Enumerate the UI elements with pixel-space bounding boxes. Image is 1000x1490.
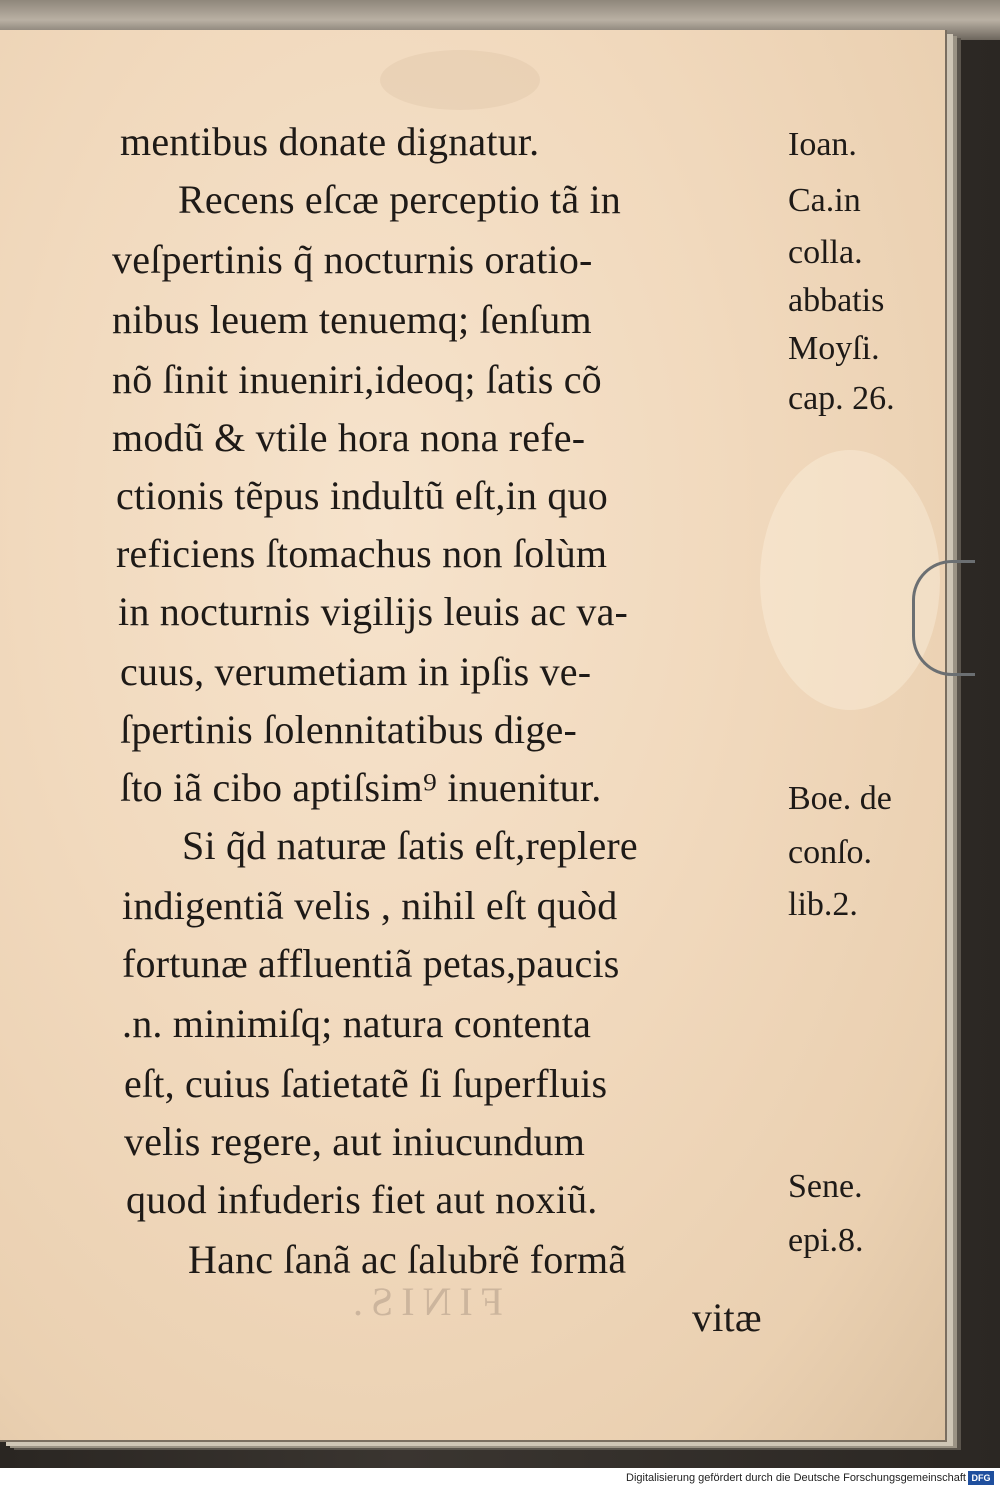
text-line: Hanc ſanã ac ſalubrẽ formã	[188, 1237, 627, 1282]
margin-note: Moyſi.	[788, 330, 880, 367]
page-stain	[760, 450, 940, 710]
text-line: cuus, verumetiam in ipſis ve-	[120, 649, 592, 694]
margin-note: cap. 26.	[788, 380, 895, 417]
margin-note: epi.8.	[788, 1222, 864, 1259]
show-through-text: FINIS.	[345, 1279, 504, 1324]
book-page	[0, 30, 947, 1442]
text-line: nõ ſinit inueniri,ideoq; ſatis cõ	[112, 357, 602, 402]
text-line: quod infuderis fiet aut noxiũ.	[126, 1177, 598, 1222]
text-line: ſto iã cibo aptiſsim⁹ inuenitur.	[120, 765, 602, 810]
margin-note: abbatis	[788, 282, 885, 319]
text-line: vitæ	[692, 1295, 762, 1340]
text-line: Recens eſcæ perceptio tã in	[178, 177, 621, 222]
text-line: .n. minimiſq; natura contenta	[122, 1001, 592, 1046]
margin-note: conſo.	[788, 834, 873, 871]
text-line: veſpertinis q̃ nocturnis oratio-	[112, 237, 593, 282]
text-line: reficiens ſtomachus non ſolùm	[116, 531, 608, 576]
page-stain	[380, 50, 540, 110]
margin-note: Boe. de	[788, 780, 892, 817]
text-line: nibus leuem tenuemq; ſenſum	[112, 297, 592, 342]
text-line: mentibus donate dignatur.	[120, 119, 540, 164]
funding-credit: Digitalisierung gefördert durch die Deutsche Forschungsgemeinschaft	[626, 1472, 966, 1484]
footer-bar	[0, 1468, 1000, 1490]
dfg-logo-icon: DFG	[968, 1471, 994, 1485]
margin-note: lib.2.	[788, 886, 858, 923]
margin-note: Ca.in	[788, 182, 861, 219]
text-line: fortunæ affluentiã petas,paucis	[122, 941, 620, 986]
margin-note: Sene.	[788, 1168, 863, 1205]
margin-note: colla.	[788, 234, 863, 271]
text-line: indigentiã velis , nihil eſt quòd	[122, 883, 618, 928]
text-line: ſpertinis ſolennitatibus dige-	[120, 707, 578, 752]
text-line: velis regere, aut iniucundum	[124, 1119, 586, 1164]
text-line: modũ & vtile hora nona refe-	[112, 415, 586, 460]
text-line: eſt, cuius ſatietatẽ ſi ſuperfluis	[124, 1061, 608, 1106]
margin-note: Ioan.	[788, 126, 857, 163]
text-line: Si q̃d naturæ ſatis eſt,replere	[182, 823, 638, 868]
text-line: in nocturnis vigilijs leuis ac va-	[118, 589, 629, 634]
book-clasp	[912, 560, 975, 676]
text-line: ctionis tẽpus indultũ eſt,in quo	[116, 473, 608, 518]
